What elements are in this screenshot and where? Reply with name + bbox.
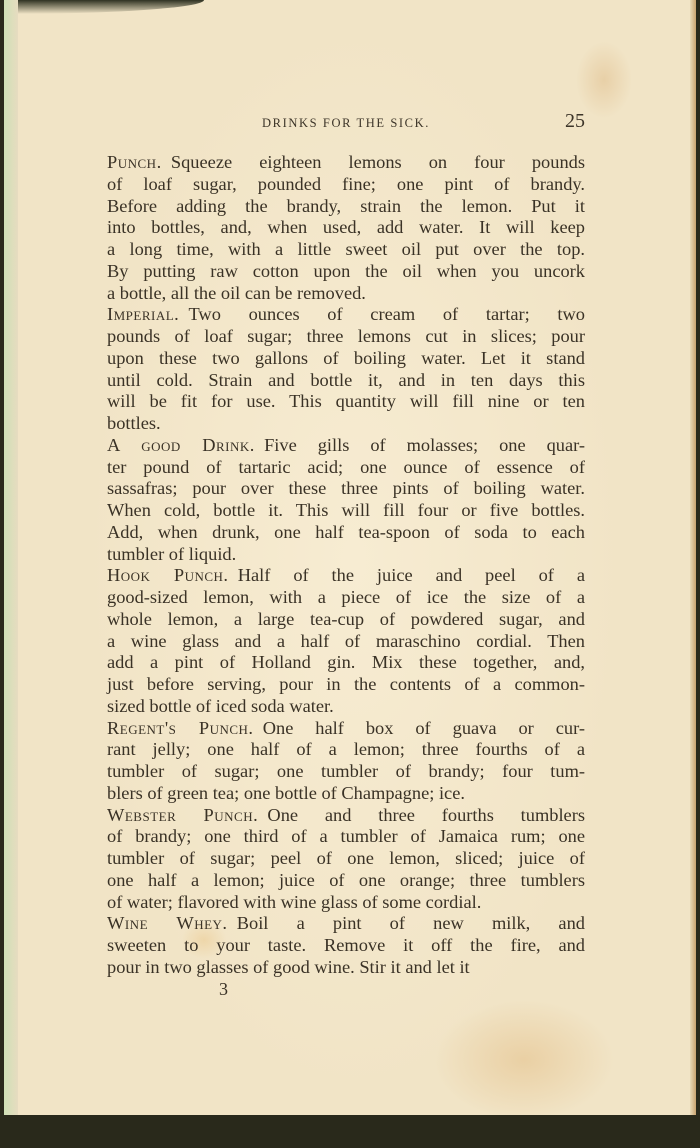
text-line: sized bottle of iced soda water.: [107, 695, 334, 716]
text-line: [107, 718, 585, 740]
recipe-text: [107, 152, 585, 979]
text-line: pounds of loaf sugar; three lemons cut in slices; pour: [107, 326, 585, 346]
recipe-text-start: One half box of guava or cur-: [262, 717, 585, 738]
text-line: whole lemon, a large tea-cup of powdered sugar, and: [107, 608, 585, 629]
text-line: bottles.: [107, 413, 161, 433]
recipe-entry: [107, 304, 585, 435]
recipe-title: Hook Punch.: [107, 565, 229, 586]
text-line: Before adding the brandy, strain the lemon. Put it: [107, 195, 585, 216]
page-right-edge: [690, 0, 696, 1115]
recipe-title: Imperial.: [107, 304, 180, 325]
page-header: [107, 110, 585, 142]
text-line: into bottles, and, when used, add water. It will keep: [107, 217, 585, 238]
text-line: a wine glass and a half of maraschino cordial. Then: [107, 630, 585, 651]
recipe-text-start: One and three fourths tumblers: [267, 804, 586, 825]
recipe-title: Punch.: [107, 152, 162, 172]
text-line: of brandy; one third of a tumbler of Jamaica rum; one: [107, 826, 585, 847]
recipe-text-start: Boil a pint of new milk, and: [236, 913, 585, 934]
text-line: tumbler of sugar; one tumbler of brandy; four tum-: [107, 761, 585, 781]
recipe-text-start: Two ounces of cream of tartar; two: [188, 304, 585, 325]
book-page: [4, 0, 696, 1115]
text-line: pour in two glasses of good wine. Stir it and let it: [107, 956, 470, 977]
text-line: of water; flavored with wine glass of some cordial.: [107, 891, 482, 912]
recipe-text-start: Squeeze eighteen lemons on four pounds: [170, 152, 585, 172]
text-line: add a pint of Holland gin. Mix these together, and,: [107, 652, 585, 673]
recipe-title: Webster Punch.: [107, 804, 259, 825]
text-line: [107, 913, 585, 935]
signature-mark: 3: [219, 978, 228, 999]
recipe-title: Regent's Punch.: [107, 717, 254, 738]
text-line: By putting raw cotton upon the oil when you uncork: [107, 260, 585, 281]
text-line: tumbler of sugar; peel of one lemon, sliced; juice of: [107, 848, 585, 868]
text-line: just before serving, pour in the contents of a common-: [107, 674, 585, 694]
text-line: tumbler of liquid.: [107, 543, 237, 564]
recipe-entry: [107, 152, 585, 304]
recipe-entry: [107, 718, 585, 805]
recipe-entry: [107, 805, 585, 914]
page-content: [107, 110, 585, 999]
text-line: [107, 152, 585, 174]
recipe-text-start: Five gills of molasses; one quar-: [264, 434, 586, 455]
recipe-entry: [107, 565, 585, 717]
text-line: of loaf sugar, pounded fine; one pint of brandy.: [107, 173, 585, 194]
running-head: DRINKS FOR THE SICK.: [262, 116, 430, 130]
text-line: until cold. Strain and bottle it, and in ten days this: [107, 369, 585, 390]
text-line: [107, 565, 585, 587]
text-line: When cold, bottle it. This will fill four or five bottles.: [107, 500, 585, 520]
text-line: rant jelly; one half of a lemon; three fourths of a: [107, 739, 585, 760]
text-line: Add, when drunk, one half tea-spoon of soda to each: [107, 521, 585, 542]
text-line: [107, 435, 585, 457]
recipe-title: Wine Whey.: [107, 913, 228, 934]
text-line: good-sized lemon, with a piece of ice the size of a: [107, 587, 585, 607]
text-line: will be fit for use. This quantity will fill nine or ten: [107, 391, 585, 412]
scanner-background: [0, 1115, 700, 1148]
recipe-entry: [107, 913, 585, 978]
text-line: blers of green tea; one bottle of Champagne; ice.: [107, 782, 465, 803]
text-line: upon these two gallons of boiling water. Let it stand: [107, 347, 585, 368]
text-line: a bottle, all the oil can be removed.: [107, 282, 366, 303]
recipe-title: A good Drink.: [107, 434, 255, 455]
recipe-entry: [107, 435, 585, 566]
page-left-edge: [4, 0, 18, 1115]
text-line: sweeten to your taste. Remove it off the fire, and: [107, 935, 585, 955]
text-line: one half a lemon; juice of one orange; three tumblers: [107, 869, 585, 890]
text-line: ter pound of tartaric acid; one ounce of essence of: [107, 456, 585, 477]
text-line: [107, 304, 585, 326]
text-line: sassafras; pour over these three pints of boiling water.: [107, 478, 585, 499]
recipe-text-start: Half of the juice and peel of a: [237, 565, 585, 586]
page-curl-shadow: [4, 0, 204, 14]
page-number: 25: [565, 110, 585, 132]
text-line: [107, 805, 585, 827]
text-line: a long time, with a little sweet oil put over the top.: [107, 239, 585, 259]
